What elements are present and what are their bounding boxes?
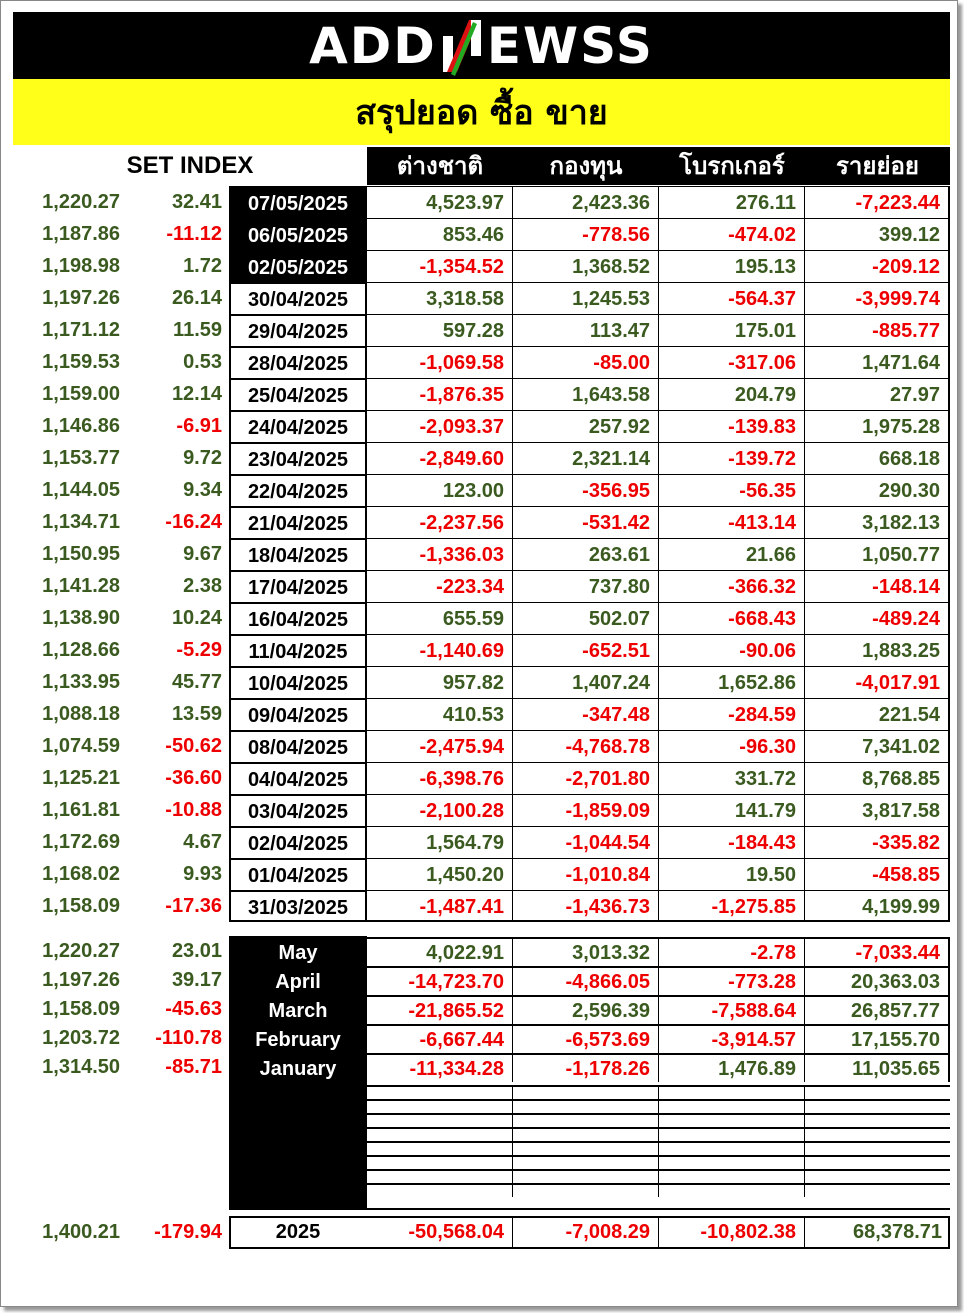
fund-value: -531.42 xyxy=(513,506,659,538)
fund-value: -778.56 xyxy=(513,218,659,250)
index-change: -6.91 xyxy=(176,415,222,437)
broker-value: -668.43 xyxy=(659,602,805,634)
retail-value: 1,050.77 xyxy=(805,538,950,570)
brand-logo xyxy=(309,16,654,76)
broker-value: -317.06 xyxy=(659,346,805,378)
retail-value: 1,883.25 xyxy=(805,634,950,666)
empty-row-divider xyxy=(512,1101,513,1113)
empty-row-divider xyxy=(804,1129,805,1141)
month-foreign-value: -11,334.28 xyxy=(367,1053,513,1082)
fund-value: -1,044.54 xyxy=(513,826,659,858)
month-retail-value: 20,363.03 xyxy=(805,966,950,995)
empty-row xyxy=(367,1183,950,1197)
foreign-value: -2,849.60 xyxy=(367,442,513,474)
n-logo-icon xyxy=(439,16,485,76)
table-row xyxy=(0,698,964,730)
foreign-value: -6,398.76 xyxy=(367,762,513,794)
index-change: -10.88 xyxy=(165,799,222,821)
fund-value: -1,859.09 xyxy=(513,794,659,826)
set-index-value: 1,153.77 xyxy=(42,447,120,469)
retail-value: 7,341.02 xyxy=(805,730,950,762)
month-retail-value: 26,857.77 xyxy=(805,995,950,1024)
set-index-value: 1,128.66 xyxy=(42,639,120,661)
daily-table-bottom-border xyxy=(229,920,950,922)
retail-value: 668.18 xyxy=(805,442,950,474)
foreign-value: 3,318.58 xyxy=(367,282,513,314)
retail-value: 27.97 xyxy=(805,378,950,410)
month-index-change: -85.71 xyxy=(165,1056,222,1078)
month-broker-value: -773.28 xyxy=(659,966,805,995)
month-retail-value: 17,155.70 xyxy=(805,1024,950,1053)
index-change: 9.67 xyxy=(183,543,222,565)
date-cell: 07/05/2025 xyxy=(229,186,367,218)
date-cell: 22/04/2025 xyxy=(229,474,367,506)
total-foreign: -50,568.04 xyxy=(367,1216,513,1248)
month-index-change: -110.78 xyxy=(155,1027,222,1049)
broker-value: -90.06 xyxy=(659,634,805,666)
broker-value: 21.66 xyxy=(659,538,805,570)
set-index-value: 1,187.86 xyxy=(42,223,120,245)
date-cell: 25/04/2025 xyxy=(229,378,367,410)
broker-value: 204.79 xyxy=(659,378,805,410)
fund-value: 1,245.53 xyxy=(513,282,659,314)
foreign-value: -2,475.94 xyxy=(367,730,513,762)
month-retail-value: -7,033.44 xyxy=(805,937,950,966)
set-index-value: 1,138.90 xyxy=(42,607,120,629)
fund-value: 2,423.36 xyxy=(513,186,659,218)
foreign-value: -1,336.03 xyxy=(367,538,513,570)
table-row xyxy=(0,890,964,922)
broker-value: 195.13 xyxy=(659,250,805,282)
empty-row-divider xyxy=(804,1087,805,1099)
index-change: -5.29 xyxy=(176,639,222,661)
foreign-value: 597.28 xyxy=(367,314,513,346)
monthly-row xyxy=(0,937,964,966)
date-cell: 24/04/2025 xyxy=(229,410,367,442)
header-fund: กองทุน xyxy=(513,147,659,185)
month-broker-value: -2.78 xyxy=(659,937,805,966)
fund-value: 1,643.58 xyxy=(513,378,659,410)
table-row xyxy=(0,314,964,346)
foreign-value: -2,093.37 xyxy=(367,410,513,442)
foreign-value: -2,237.56 xyxy=(367,506,513,538)
fund-value: 737.80 xyxy=(513,570,659,602)
empty-row xyxy=(367,1113,950,1127)
header-retail: รายย่อย xyxy=(805,147,950,185)
month-label: May xyxy=(278,942,318,964)
header-foreign: ต่างชาติ xyxy=(367,147,513,185)
empty-row xyxy=(367,1155,950,1169)
table-row xyxy=(0,378,964,410)
empty-row-divider xyxy=(804,1115,805,1127)
month-fund-value: -6,573.69 xyxy=(513,1024,659,1053)
set-index-value: 1,171.12 xyxy=(42,319,120,341)
month-foreign-value: -6,667.44 xyxy=(367,1024,513,1053)
set-index-value: 1,158.09 xyxy=(42,895,120,917)
date-cell: 16/04/2025 xyxy=(229,602,367,634)
empty-row-divider xyxy=(658,1115,659,1127)
set-index-value: 1,159.00 xyxy=(42,383,120,405)
fund-value: -4,768.78 xyxy=(513,730,659,762)
brand-part2: EWSS xyxy=(486,16,654,75)
empty-row-divider xyxy=(658,1087,659,1099)
month-label: February xyxy=(255,1029,341,1051)
set-index-value: 1,168.02 xyxy=(42,863,120,885)
table-row xyxy=(0,762,964,794)
month-index-value: 1,220.27 xyxy=(42,940,120,962)
index-change: 32.41 xyxy=(171,191,222,213)
broker-value: 331.72 xyxy=(659,762,805,794)
broker-value: -96.30 xyxy=(659,730,805,762)
table-row xyxy=(0,666,964,698)
set-index-value: 1,134.71 xyxy=(42,511,120,533)
broker-value: -139.72 xyxy=(659,442,805,474)
date-cell: 31/03/2025 xyxy=(229,890,367,922)
month-fund-value: -4,866.05 xyxy=(513,966,659,995)
retail-value: -4,017.91 xyxy=(805,666,950,698)
foreign-value: 853.46 xyxy=(367,218,513,250)
header-set-index: SET INDEX xyxy=(126,152,254,179)
month-label: April xyxy=(275,971,321,993)
index-change: 11.59 xyxy=(173,319,222,341)
foreign-value: 1,564.79 xyxy=(367,826,513,858)
month-index-value: 1,158.09 xyxy=(42,998,120,1020)
foreign-value: -1,354.52 xyxy=(367,250,513,282)
total-broker: -10,802.38 xyxy=(659,1216,805,1248)
empty-row-divider xyxy=(658,1129,659,1141)
table-row xyxy=(0,218,964,250)
foreign-value: -1,876.35 xyxy=(367,378,513,410)
total-fund: -7,008.29 xyxy=(513,1216,659,1248)
empty-row-divider xyxy=(804,1101,805,1113)
fund-value: -347.48 xyxy=(513,698,659,730)
empty-row xyxy=(367,1085,950,1099)
broker-value: -366.32 xyxy=(659,570,805,602)
empty-row xyxy=(367,1127,950,1141)
empty-row-divider xyxy=(512,1157,513,1169)
fund-value: 502.07 xyxy=(513,602,659,634)
set-index-value: 1,133.95 xyxy=(42,671,120,693)
foreign-value: 1,450.20 xyxy=(367,858,513,890)
date-cell: 28/04/2025 xyxy=(229,346,367,378)
retail-value: 1,975.28 xyxy=(805,410,950,442)
brand-banner xyxy=(13,12,950,79)
index-change: -11.12 xyxy=(166,223,222,245)
empty-row xyxy=(367,1099,950,1113)
empty-row-divider xyxy=(658,1143,659,1155)
table-row xyxy=(0,410,964,442)
month-fund-value: 2,596.39 xyxy=(513,995,659,1024)
empty-row xyxy=(367,1169,950,1183)
page-title: สรุปยอด ซื้อ ขาย xyxy=(355,93,608,133)
retail-value: 3,182.13 xyxy=(805,506,950,538)
table-row xyxy=(0,794,964,826)
broker-value: -413.14 xyxy=(659,506,805,538)
foreign-value: 123.00 xyxy=(367,474,513,506)
month-foreign-value: -14,723.70 xyxy=(367,966,513,995)
empty-row-divider xyxy=(658,1171,659,1183)
date-cell: 08/04/2025 xyxy=(229,730,367,762)
set-index-value: 1,220.27 xyxy=(42,191,120,213)
foreign-value: -1,069.58 xyxy=(367,346,513,378)
empty-row xyxy=(367,1141,950,1155)
fund-value: -1,436.73 xyxy=(513,890,659,922)
table-row xyxy=(0,282,964,314)
index-change: 0.53 xyxy=(183,351,222,373)
empty-row-divider xyxy=(512,1171,513,1183)
month-fund-value: -1,178.26 xyxy=(513,1053,659,1082)
table-row xyxy=(0,538,964,570)
brand-part1: ADD xyxy=(309,16,437,75)
table-row xyxy=(0,442,964,474)
table-row xyxy=(0,826,964,858)
fund-value: 263.61 xyxy=(513,538,659,570)
fund-value: 1,368.52 xyxy=(513,250,659,282)
month-retail-value: 11,035.65 xyxy=(805,1053,950,1082)
index-change: -17.36 xyxy=(165,895,222,917)
retail-value: -335.82 xyxy=(805,826,950,858)
empty-row-divider xyxy=(804,1143,805,1155)
index-change: 26.14 xyxy=(171,287,222,309)
retail-value: -209.12 xyxy=(805,250,950,282)
date-cell: 03/04/2025 xyxy=(229,794,367,826)
month-index-value: 1,314.50 xyxy=(42,1056,120,1078)
retail-value: 1,471.64 xyxy=(805,346,950,378)
total-change: -179.94 xyxy=(154,1221,222,1243)
index-change: 9.34 xyxy=(183,479,222,501)
index-change: 12.14 xyxy=(171,383,222,405)
retail-value: 3,817.58 xyxy=(805,794,950,826)
date-cell: 01/04/2025 xyxy=(229,858,367,890)
retail-value: -7,223.44 xyxy=(805,186,950,218)
set-index-value: 1,161.81 xyxy=(42,799,120,821)
total-row xyxy=(0,1216,964,1248)
fund-value: -652.51 xyxy=(513,634,659,666)
date-cell: 02/05/2025 xyxy=(229,250,367,282)
foreign-value: -1,140.69 xyxy=(367,634,513,666)
date-cell: 04/04/2025 xyxy=(229,762,367,794)
month-foreign-value: -21,865.52 xyxy=(367,995,513,1024)
month-label: March xyxy=(268,1000,328,1022)
fund-value: -356.95 xyxy=(513,474,659,506)
retail-value: 290.30 xyxy=(805,474,950,506)
month-index-value: 1,197.26 xyxy=(42,969,120,991)
monthly-row xyxy=(0,1053,964,1082)
empty-row-divider xyxy=(512,1129,513,1141)
broker-value: 19.50 xyxy=(659,858,805,890)
set-index-value: 1,074.59 xyxy=(42,735,120,757)
broker-value: -56.35 xyxy=(659,474,805,506)
set-index-value: 1,150.95 xyxy=(42,543,120,565)
fund-value: 113.47 xyxy=(513,314,659,346)
month-foreign-value: 4,022.91 xyxy=(367,937,513,966)
month-index-change: 23.01 xyxy=(171,940,222,962)
retail-value: 8,768.85 xyxy=(805,762,950,794)
index-change: -16.24 xyxy=(165,511,222,533)
monthly-row xyxy=(0,1024,964,1053)
fund-value: 257.92 xyxy=(513,410,659,442)
index-change: -50.62 xyxy=(165,735,222,757)
empty-row-divider xyxy=(804,1171,805,1183)
set-index-value: 1,141.28 xyxy=(42,575,120,597)
retail-value: -885.77 xyxy=(805,314,950,346)
set-index-value: 1,198.98 xyxy=(42,255,120,277)
broker-value: 175.01 xyxy=(659,314,805,346)
empty-row-divider xyxy=(512,1143,513,1155)
month-index-change: -45.63 xyxy=(165,998,222,1020)
retail-value: -148.14 xyxy=(805,570,950,602)
monthly-row xyxy=(0,966,964,995)
broker-value: -1,275.85 xyxy=(659,890,805,922)
broker-value: 1,652.86 xyxy=(659,666,805,698)
date-cell: 09/04/2025 xyxy=(229,698,367,730)
date-cell: 02/04/2025 xyxy=(229,826,367,858)
set-index-value: 1,144.05 xyxy=(42,479,120,501)
date-cell: 11/04/2025 xyxy=(229,634,367,666)
date-cell: 21/04/2025 xyxy=(229,506,367,538)
fund-value: -85.00 xyxy=(513,346,659,378)
header-broker: โบรกเกอร์ xyxy=(659,147,805,185)
broker-value: 276.11 xyxy=(659,186,805,218)
table-row xyxy=(0,474,964,506)
fund-value: 1,407.24 xyxy=(513,666,659,698)
table-row xyxy=(0,602,964,634)
index-change: -36.60 xyxy=(165,767,222,789)
broker-value: -139.83 xyxy=(659,410,805,442)
table-row xyxy=(0,346,964,378)
foreign-value: -1,487.41 xyxy=(367,890,513,922)
empty-row-divider xyxy=(512,1087,513,1099)
empty-row-divider xyxy=(512,1115,513,1127)
month-fund-value: 3,013.32 xyxy=(513,937,659,966)
date-cell: 18/04/2025 xyxy=(229,538,367,570)
broker-value: -284.59 xyxy=(659,698,805,730)
foreign-value: 957.82 xyxy=(367,666,513,698)
foreign-value: -2,100.28 xyxy=(367,794,513,826)
index-change: 13.59 xyxy=(171,703,222,725)
set-index-value: 1,088.18 xyxy=(42,703,120,725)
empty-row-divider xyxy=(804,1185,805,1197)
month-label: January xyxy=(259,1058,337,1080)
index-change: 9.72 xyxy=(183,447,222,469)
foreign-value: -223.34 xyxy=(367,570,513,602)
foreign-value: 4,523.97 xyxy=(367,186,513,218)
broker-value: -564.37 xyxy=(659,282,805,314)
broker-value: 141.79 xyxy=(659,794,805,826)
retail-value: 399.12 xyxy=(805,218,950,250)
title-band xyxy=(13,79,950,145)
date-cell: 10/04/2025 xyxy=(229,666,367,698)
date-cell: 17/04/2025 xyxy=(229,570,367,602)
foreign-value: 410.53 xyxy=(367,698,513,730)
date-cell: 23/04/2025 xyxy=(229,442,367,474)
table-row xyxy=(0,250,964,282)
empty-row-divider xyxy=(512,1185,513,1197)
retail-value: 4,199.99 xyxy=(805,890,950,922)
index-change: 1.72 xyxy=(183,255,222,277)
index-change: 45.77 xyxy=(171,671,222,693)
broker-value: -474.02 xyxy=(659,218,805,250)
retail-value: -489.24 xyxy=(805,602,950,634)
month-index-value: 1,203.72 xyxy=(42,1027,120,1049)
fund-value: -2,701.80 xyxy=(513,762,659,794)
set-index-value: 1,146.86 xyxy=(42,415,120,437)
table-row xyxy=(0,634,964,666)
month-broker-value: 1,476.89 xyxy=(659,1053,805,1082)
set-index-value: 1,172.69 xyxy=(42,831,120,853)
index-change: 4.67 xyxy=(183,831,222,853)
empty-row-divider xyxy=(804,1157,805,1169)
table-row xyxy=(0,186,964,218)
date-cell: 06/05/2025 xyxy=(229,218,367,250)
index-change: 9.93 xyxy=(183,863,222,885)
set-index-value: 1,197.26 xyxy=(42,287,120,309)
monthly-row xyxy=(0,995,964,1024)
table-row xyxy=(0,858,964,890)
total-index: 1,400.21 xyxy=(42,1221,120,1243)
empty-row-divider xyxy=(658,1157,659,1169)
retail-value: -458.85 xyxy=(805,858,950,890)
fund-value: -1,010.84 xyxy=(513,858,659,890)
broker-value: -184.43 xyxy=(659,826,805,858)
table-row xyxy=(0,730,964,762)
retail-value: -3,999.74 xyxy=(805,282,950,314)
table-row xyxy=(0,506,964,538)
empty-row-divider xyxy=(658,1185,659,1197)
retail-value: 221.54 xyxy=(805,698,950,730)
fund-value: 2,321.14 xyxy=(513,442,659,474)
foreign-value: 655.59 xyxy=(367,602,513,634)
set-index-value: 1,125.21 xyxy=(42,767,120,789)
index-change: 10.24 xyxy=(171,607,222,629)
set-index-value: 1,159.53 xyxy=(42,351,120,373)
month-broker-value: -3,914.57 xyxy=(659,1024,805,1053)
table-row xyxy=(0,570,964,602)
index-change: 2.38 xyxy=(183,575,222,597)
total-retail: 68,378.71 xyxy=(853,1221,942,1243)
date-cell: 29/04/2025 xyxy=(229,314,367,346)
empty-row-divider xyxy=(658,1101,659,1113)
date-cell: 30/04/2025 xyxy=(229,282,367,314)
month-index-change: 39.17 xyxy=(171,969,222,991)
total-year: 2025 xyxy=(275,1221,321,1243)
month-broker-value: -7,588.64 xyxy=(659,995,805,1024)
